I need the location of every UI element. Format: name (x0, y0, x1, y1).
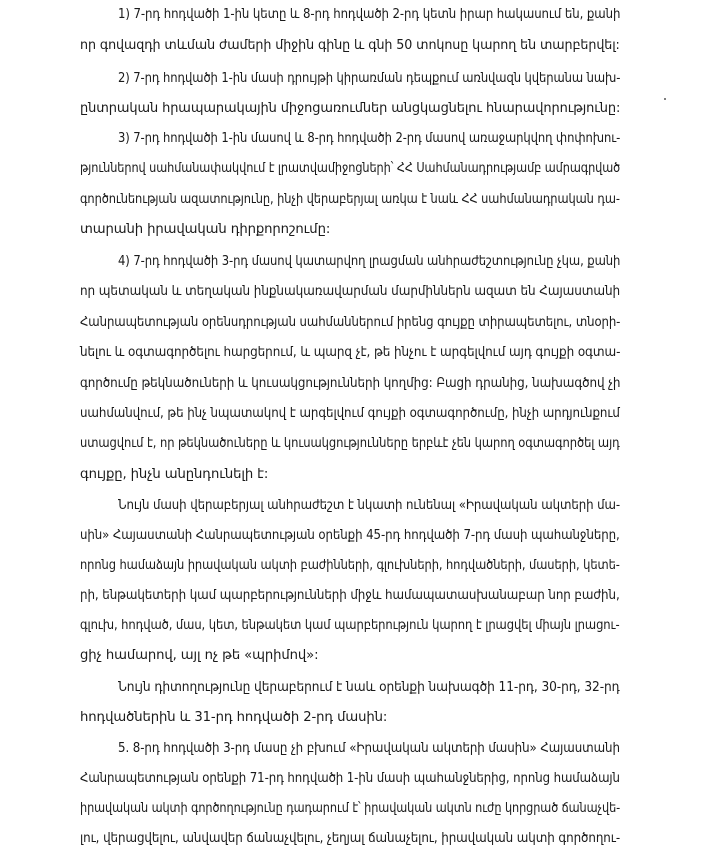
text-line: թյուններով սահմանափակվում է լրատվամիջոցների՝ ՀՀ Սահմանադրությամբ ամրագրված (80, 161, 621, 176)
text-line: Հանրապետության օրենքի 71-րդ հոդվածի 1-ին մասի պահանջներից, որոնց համաձայն (80, 771, 620, 786)
text-line: լու, վերացվելու, անվավեր ճանաչվելու, չեղյալ ճանաչելու, իրավական ակտի գործողու- (80, 831, 621, 846)
text-line: 2) 7-րդ հոդվածի 1-ին մասի դրույթի կիրառման դեպքում առնվազն կվերանա նախ- (118, 71, 621, 86)
text-line: Նույն մասի վերաբերյալ անհրաժեշտ է նկատի ունենալ «Իրավական ակտերի մա- (118, 498, 621, 513)
text-line: որ գովազդի տևման ժամերի միջին գինը և գնի 50 տոկոսը կարող են տարբերվել: (80, 38, 620, 53)
text-line: րի, ենթակետերի կամ պարբերությունների միջև համապատասխանաբար նոր բաժին, (80, 588, 620, 603)
text-line: սահմանվում, թե ինչ նպատակով է արգելվում գույքի օգտագործումը, ինչի արդյունքում (80, 406, 620, 421)
text-line: գործունեության ազատությունը, ինչի վերաբերյալ առկա է նաև ՀՀ սահմանադրական դա- (80, 192, 620, 207)
text-line: հոդվածներին և 31-րդ հոդվածի 2-րդ մասին: (80, 710, 388, 725)
text-line: նելու և օգտագործելու հարցերում, և պարզ չէ, թե ինչու է արգելվում այդ գույքի օգտա- (80, 345, 621, 360)
text-line: 5. 8-րդ հոդվածի 3-րդ մասը չի բխում «Իրավական ակտերի մասին» Հայաստանի (118, 741, 620, 756)
text-line: 1) 7-րդ հոդվածի 1-ին կետը և 8-րդ հոդվածի 2-րդ կետն իրար հակասում են, քանի (118, 7, 621, 22)
text-line: որ պետական և տեղական ինքնակառավարման մարմիններն ազատ են Հայաստանի (80, 284, 621, 299)
text-line: 4) 7-րդ հոդվածի 3-րդ մասով կատարվող լրացման անհրաժեշտությունը չկա, քանի (118, 254, 621, 269)
text-line: տարանի իրավական դիրքորոշումը: (80, 222, 331, 237)
text-line: գլուխ, հոդված, մաս, կետ, ենթակետ կամ պարբերություն կարող է լրացվել միայն լրացու- (80, 618, 620, 633)
text-line: գույքը, ինչն անընդունելի է: (80, 467, 269, 482)
text-line: ստացվում է, որ թեկնածուները և կուսակցությունները երբևէ չեն կարող օգտագործել այդ (80, 436, 620, 451)
text-line: Հանրապետության օրենսդրության սահմաններում իրենց գույքը տիրապետելու, տնօրի- (80, 315, 621, 330)
text-line: որոնց համաձայն իրավական ակտի բաժինների, գլուխների, հոդվածների, մասերի, կետե- (80, 558, 620, 573)
text-line: սին» Հայաստանի Հանրապետության օրենքի 45-րդ հոդվածի 7-րդ մասի պահանջները, (80, 528, 620, 543)
scan-speck (664, 98, 666, 100)
text-line: 3) 7-րդ հոդվածի 1-ին մասով և 8-րդ հոդվածի 2-րդ մասով առաջարկվող փոփոխու- (118, 131, 621, 146)
text-line: ընտրական հրապարակային միջոցառումներ անցկացնելու հնարավորությունը: (80, 101, 621, 116)
text-line: Նույն դիտողությունը վերաբերում է նաև օրենքի նախագծի 11-րդ, 30-րդ, 32-րդ (118, 680, 620, 695)
text-line: իրավական ակտի գործողությունը դադարում է՝ իրավական ակտն ուժը կորցրած ճանաչվե- (80, 801, 621, 816)
text-line: ցիչ համարով, այլ ոչ թե «պրիմով»: (80, 648, 319, 663)
text-line: գործումը թեկնածուների և կուսակցությունների կողմից: Բացի դրանից, նախագծով չի (80, 376, 621, 391)
